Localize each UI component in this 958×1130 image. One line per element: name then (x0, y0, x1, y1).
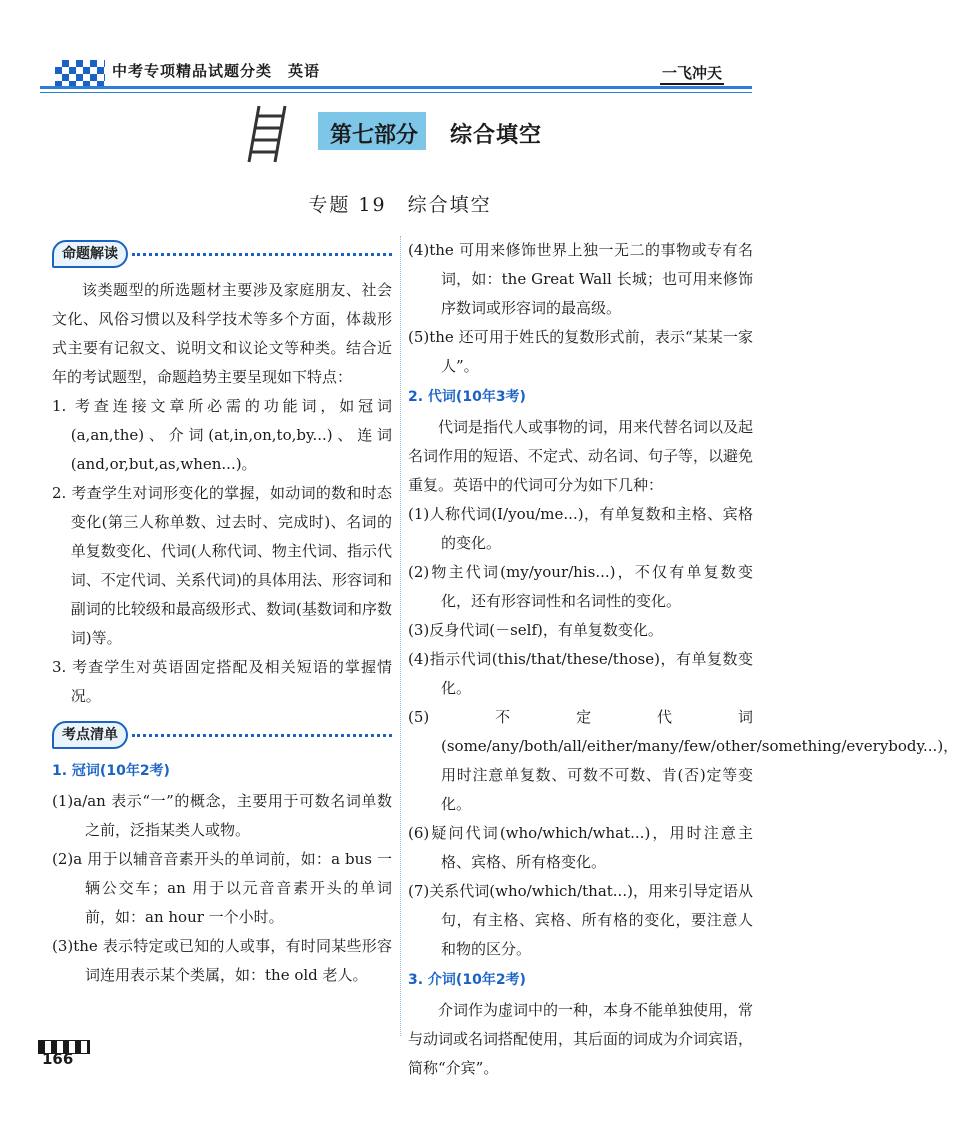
topic-title: 专题 19 综合填空 (308, 194, 492, 216)
article-item: (2)a 用于以辅音音素开头的单词前，如：a bus 一辆公交车；an 用于以元音音素开头的单词前，如：an hour 一个小时。 (52, 850, 392, 926)
section-tag-interpretation (52, 238, 392, 270)
pronoun-item: (4)指示代词(this/that/these/those)，有单复数变化。 (408, 650, 753, 697)
column-divider (400, 236, 402, 1036)
pronoun-item: (5)不定代词(some/any/both/all/either/many/few/other/something/everybody...)，用时注意单复数、可数不可数、肯(否)定等变化。 (408, 708, 958, 813)
dotted-rule (132, 734, 392, 737)
left-column (52, 236, 392, 990)
series-title: 中考专项精品试题分类 英语 (112, 62, 321, 80)
page-number: 166 (42, 1050, 74, 1068)
point-item: 1. 考查连接文章所必需的功能词，如冠词(a,an,the)、介词(at,in,on,to,by...)、连词(and,or,but,as,when...)。 (52, 397, 392, 473)
intro-paragraph: 该类题型的所选题材主要涉及家庭朋友、社会文化、风俗习惯以及科学技术等多个方面，体裁形式主要有记叙文、说明文和议论文等种类。结合近年的考试题型，命题趋势主要呈现如下特点： (52, 281, 392, 386)
article-item: (3)the 表示特定或已知的人或事，有时同某些形容词连用表示某个类属，如：the old 老人。 (52, 937, 392, 984)
dotted-rule (132, 253, 392, 256)
section-tag-label: 命题解读 (52, 240, 128, 268)
pronoun-item: (1)人称代词(I/you/me...)，有单复数和主格、宾格的变化。 (408, 505, 753, 552)
heading-articles: 1. 冠词(10年2考) (52, 763, 170, 779)
point-item: 3. 考查学生对英语固定搭配及相关短语的掌握情况。 (52, 658, 392, 705)
section-tag-checklist (52, 719, 392, 751)
part-name: 综合填空 (450, 123, 543, 148)
article-item: (5)the 还可用于姓氏的复数形式前，表示“某某一家人”。 (408, 328, 753, 375)
pronoun-item: (6)疑问代词(who/which/what...)，用时注意主格、宾格、所有格变化。 (408, 824, 753, 871)
page-number-badge (38, 1040, 88, 1070)
checker-logo-icon (55, 60, 105, 88)
pronoun-item: (3)反身代词(－self)，有单复数变化。 (408, 621, 663, 639)
preposition-intro: 介词作为虚词中的一种，本身不能单独使用，常与动词或名词搭配使用，其后面的词成为介词宾语，简称“介宾”。 (408, 1001, 754, 1077)
brand-mark: 一飞冲天 (660, 62, 724, 85)
ladder-icon (245, 104, 295, 164)
pronoun-item: (2)物主代词(my/your/his...)，不仅有单复数变化，还有形容词性和名词性的变化。 (408, 563, 753, 610)
heading-prepositions: 3. 介词(10年2考) (408, 972, 526, 988)
header-rule-thin (40, 92, 752, 93)
article-item: (4)the 可用来修饰世界上独一无二的事物或专有名词，如：the Great Wall 长城；也可用来修饰序数词或形容词的最高级。 (408, 241, 753, 317)
article-item: (1)a/an 表示“一”的概念，主要用于可数名词单数之前，泛指某类人或物。 (52, 792, 392, 839)
right-column (408, 236, 958, 1083)
pronoun-item: (7)关系代词(who/which/that...)，用来引导定语从句，有主格、宾格、所有格的变化，要注意人和物的区分。 (408, 882, 753, 958)
page-header (0, 0, 800, 100)
part-number: 第七部分 (330, 123, 419, 148)
header-rule (40, 86, 752, 89)
point-item: 2. 考查学生对词形变化的掌握，如动词的数和时态变化(第三人称单数、过去时、完成时)、名词的单复数变化、代词(人称代词、物主代词、指示代词、不定代词、关系代词)的具体用法、形容词和副词的比较级和最高级形式、数词(基数词和序数词)等。 (52, 484, 392, 647)
pronoun-intro: 代词是指代人或事物的词，用来代替名词以及起名词作用的短语、不定式、动名词、句子等，以避免重复。英语中的代词可分为如下几种： (408, 418, 754, 494)
section-tag-label: 考点清单 (52, 721, 128, 749)
heading-pronouns: 2. 代词(10年3考) (408, 389, 526, 405)
